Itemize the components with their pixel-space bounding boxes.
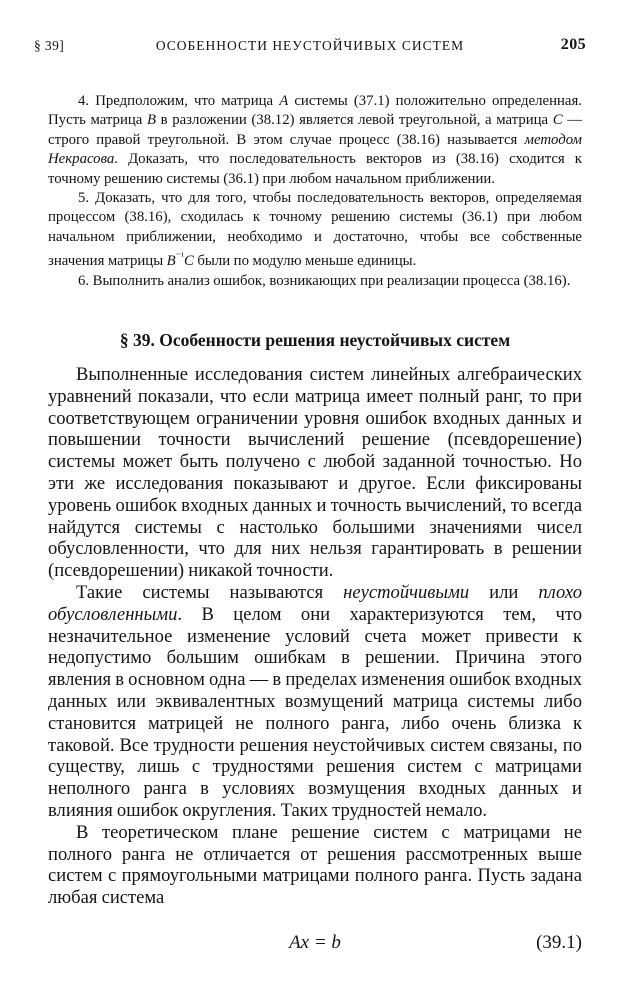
header-title: ОСОБЕННОСТИ НЕУСТОЙЧИВЫХ СИСТЕМ — [155, 38, 465, 53]
equation-formula: Ax = b — [289, 932, 341, 953]
paragraph-3: В теоретическом плане решение систем с матрицами не полного ранга не отличается от решения рассмотренных выше систем с прямоугольными матрицами полного ранга. Пусть задана любая система — [48, 821, 582, 909]
page-number: 205 — [560, 36, 586, 53]
main-text — [48, 364, 582, 909]
exercise-4: 4. Предположим, что матрица A системы (37.1) положительно определенная. Пусть матрица B в разложении (38.12) является левой треугольной, а матрица C — строго правой треугольной. В этом случае процесс (38.16) называется методом Некрасова. Доказать, что последовательность векторов из (38.16) сходится к точному решению системы (36.1) при любом начальном приближении. — [48, 93, 583, 187]
equation-number: (39.1) — [536, 932, 582, 953]
running-header — [34, 36, 586, 58]
section-heading: § 39. Особенности решения неустойчивых систем — [119, 330, 511, 350]
header-section-ref: § 39] — [34, 38, 65, 53]
exercise-5: 5. Доказать, что для того, чтобы последовательность векторов, определяемая процессом (38.16), сходилась к точному решению системы (36.1) при любом начальном приближении, необходимо и достаточно, чтобы все собственные значения матрицы $B^{^{-1}}C$ были по модулю меньше единицы. — [48, 190, 582, 270]
paragraph-1: Выполненные исследования систем линейных алгебраических уравнений показали, что если матрица имеет полный ранг, то при соответствующем ограничении уровня ошибок входных данных и повышении точности вычислений решение (псевдорешение) системы может быть получено с любой заданной точностью. Но эти же исследования показывают и другое. Если фиксированы уровень ошибок входных данных и точность вычислений, то всегда найдутся системы с настолько большими значениями чисел обусловленности, что для них нельзя гарантировать в решении (псевдорешении) никакой точности. — [48, 364, 582, 582]
exercises-block — [48, 92, 582, 291]
equation-39-1 — [48, 932, 582, 958]
paragraph-2: Такие системы называются неустойчивыми или плохо обусловленными. В целом они характеризуются тем, что незначительное изменение условий счета может привести к недопустимо большим ошибкам в решении. Причина этого явления в основном одна — в пределах изменения ошибок входных данных или эквивалентных возмущений матрица системы либо становится матрицей не полного ранга, либо очень близка к таковой. Все трудности решения неустойчивых систем связаны, по существу, лишь с трудностями решения систем с матрицами неполного ранга в условиях возмущения входных данных и влияния ошибок округления. Таких трудностей немало. — [48, 581, 582, 821]
exercise-6: 6. Выполнить анализ ошибок, возникающих при реализации процесса (38.16). — [78, 272, 571, 289]
